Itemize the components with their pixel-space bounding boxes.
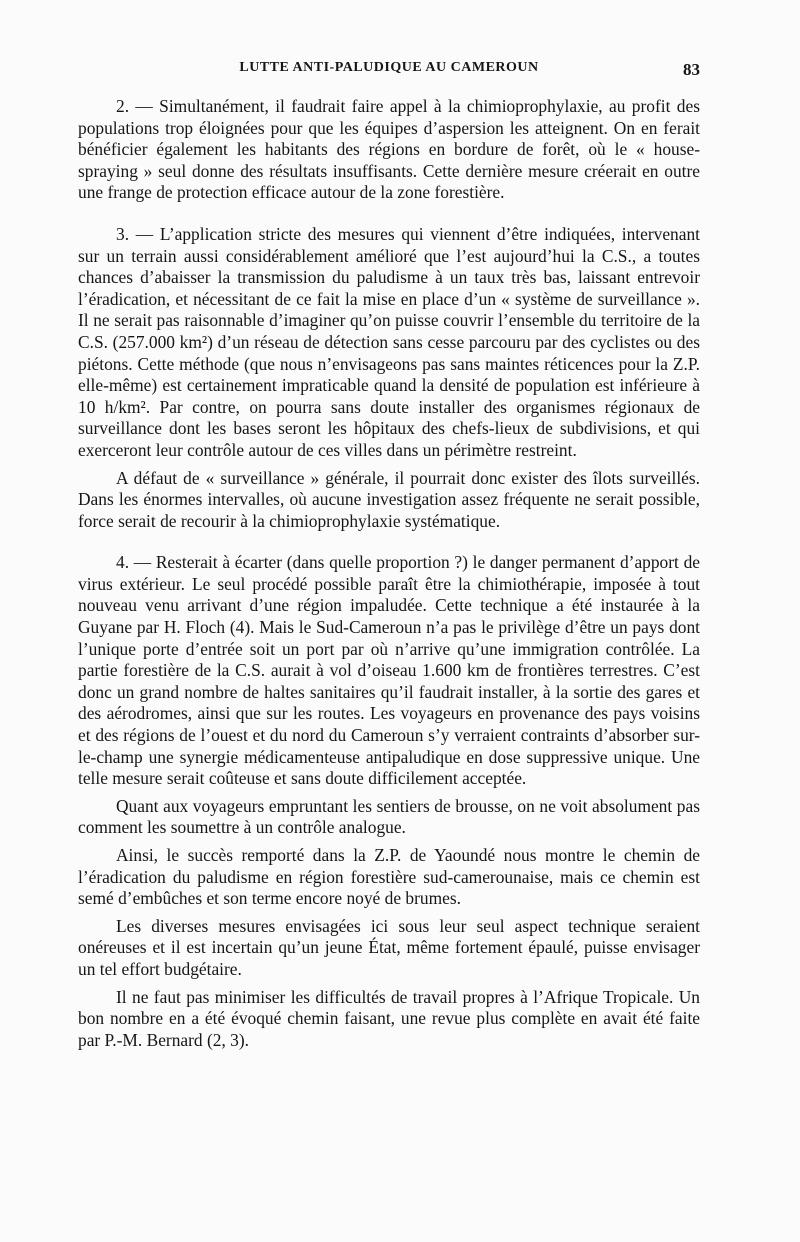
page-body (78, 96, 700, 1051)
page-header (78, 60, 700, 84)
paragraph-2-chemoprophylaxis: 2. — Simultanément, il faudrait faire appel à la chimioprophylaxie, au profit des populations trop éloignées pour que les équipes d’aspersion les atteignent. On en ferait bénéficier également les habitants des régions en bordure de forêt, où le « house-spraying » seul donne des résultats insuffisants. Cette dernière mesure créerait en outre une frange de protection efficace autour de la zone forestière. (78, 96, 700, 203)
page-number: 83 (683, 60, 700, 79)
paragraph-difficulties: Il ne faut pas minimiser les difficultés de travail propres à l’Afrique Tropicale. Un bon nombre en a été évoqué chemin faisant, une revue plus complète en avait été faite par P.-M. Bernard (2, 3). (78, 986, 700, 1050)
paragraph-surveilled-islands: A défaut de « surveillance » générale, il pourrait donc exister des îlots surveillés. Dans les énormes intervalles, où aucune investigation assez fréquente ne serait possible, force serait de recourir à la chimioprophylaxie systématique. (78, 467, 700, 531)
paragraph-costs: Les diverses mesures envisagées ici sous leur seul aspect technique seraient onéreuses et il est incertain qu’un jeune État, même fortement épaulé, puisse envisager un tel effort budgétaire. (78, 915, 700, 979)
paragraph-yaounde-success: Ainsi, le succès remporté dans la Z.P. de Yaoundé nous montre le chemin de l’éradication du paludisme en région forestière sud-camerounaise, mais ce chemin est semé d’embûches et son terme encore noyé de brumes. (78, 845, 700, 909)
paragraph-4-external-virus: 4. — Resterait à écarter (dans quelle proportion ?) le danger permanent d’apport de virus extérieur. Le seul procédé possible paraît être la chimiothérapie, imposée à tout nouveau venu arrivant d’une région impaludée. Cette technique a été instaurée à la Guyane par H. Floch (4). Mais le Sud-Cameroun n’a pas le privilège d’être un pays dont l’unique porte d’entrée soit un port par où n’arrive qu’une immigration contrôlée. La partie forestière de la C.S. aurait à vol d’oiseau 1.600 km de frontières terrestres. C’est donc un grand nombre de haltes sanitaires qu’il faudrait installer, à la sortie des gares et des aérodromes, ainsi que sur les routes. Les voyageurs en provenance des pays voisins et des régions de l’ouest et du nord du Cameroun s’y verraient contraints d’absorber sur-le-champ une synergie médicamenteuse antipaludique en dose suppressive unique. Une telle mesure serait coûteuse et sans doute difficilement acceptée. (78, 552, 700, 789)
paragraph-bush-travellers: Quant aux voyageurs empruntant les sentiers de brousse, on ne voit absolument pas comment les soumettre à un contrôle analogue. (78, 795, 700, 838)
paragraph-3-surveillance: 3. — L’application stricte des mesures qui viennent d’être indiquées, intervenant sur un terrain aussi considérablement amélioré que l’est aujourd’hui la C.S., a toutes chances d’abaisser la transmission du paludisme à un taux très bas, laissant entrevoir l’éradication, et nécessitant de ce fait la mise en place d’un « système de surveillance ». Il ne serait pas raisonnable d’imaginer qu’on puisse couvrir l’ensemble du territoire de la C.S. (257.000 km²) d’un réseau de détection sans cesse parcouru par des cyclistes ou des piétons. Cette méthode (que nous n’envisageons pas sans maintes réticences pour la Z.P. elle-même) est certainement impraticable quand la densité de population est inférieure à 10 h/km². Par contre, on pourra sans doute installer des organismes régionaux de surveillance dont les bases seront les hôpitaux des chefs-lieux de subdivisions, et qui exerceront leur contrôle autour de ces villes dans un périmètre restreint. (78, 223, 700, 460)
running-title: LUTTE ANTI-PALUDIQUE AU CAMEROUN (239, 60, 539, 75)
